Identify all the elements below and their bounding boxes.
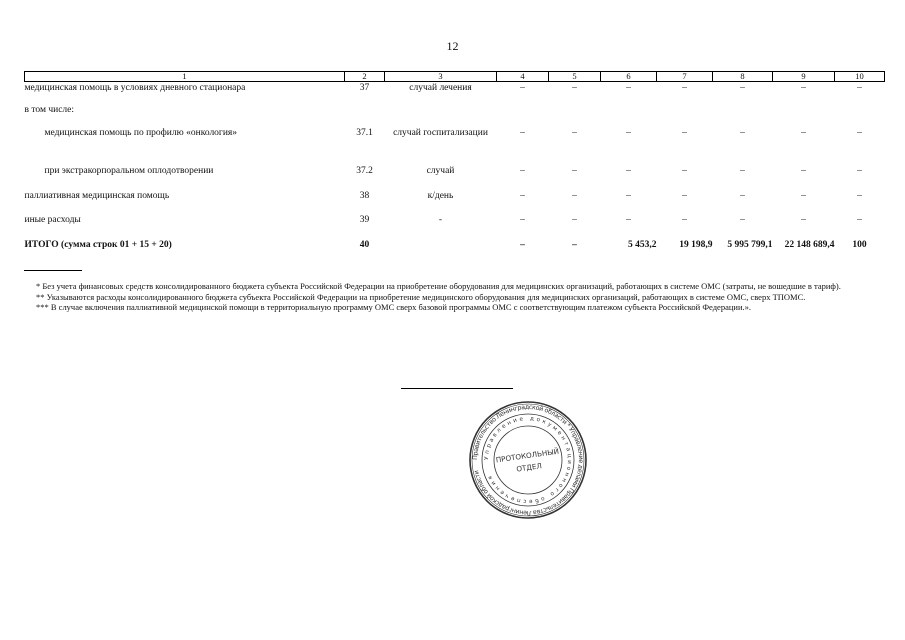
- row-name: ИТОГО (сумма строк 01 + 15 + 20): [24, 239, 172, 250]
- cell-col6: [601, 104, 657, 127]
- row-code: 37.1: [356, 127, 373, 138]
- cell-col10: –: [857, 83, 862, 93]
- cell-col8: –: [740, 165, 745, 176]
- footnote: ** Указываются расходы консолидированного бюджета субъекта Российской Федерации на приобретение медицинского оборудования для медицинских организаций, работающих в системе ОМС, сверх ТПОМС.: [36, 291, 806, 302]
- row-code: 40: [359, 239, 370, 250]
- cell-col7: –: [682, 127, 687, 138]
- cell-col8: –: [740, 127, 745, 138]
- row-name: медицинская помощь по профилю «онкология»: [44, 127, 238, 138]
- cell-col9: 22 148 689,4: [784, 239, 835, 250]
- column-header: 1: [25, 72, 345, 82]
- cell-col8: –: [740, 214, 745, 225]
- cell-col9: –: [801, 190, 806, 201]
- cell-col10: –: [857, 127, 862, 138]
- cell-col7: –: [682, 214, 687, 225]
- cell-col10: –: [857, 165, 862, 176]
- row-name: при экстракорпоральном оплодотворении: [44, 165, 214, 176]
- cell-col4: –: [520, 83, 525, 93]
- cell-col10: 100: [852, 239, 867, 250]
- page-number: 12: [446, 39, 459, 53]
- cell-col5: –: [572, 214, 577, 225]
- cell-col8: –: [740, 83, 745, 93]
- cell-col9: –: [801, 83, 806, 93]
- cell-col10: [835, 104, 885, 127]
- row-name: в том числе:: [24, 104, 75, 115]
- seal-outer-text: Правительство Ленинградской области * Управление делами Правительства Ленинградской области: [471, 403, 585, 517]
- financing-table: [24, 71, 885, 255]
- row-name: медицинская помощь в условиях дневного стационара: [24, 83, 246, 93]
- row-code: [345, 104, 385, 127]
- column-header: 4: [497, 72, 549, 82]
- cell-col4: –: [520, 127, 525, 138]
- row-code: 38: [359, 190, 370, 201]
- cell-col8: –: [740, 190, 745, 201]
- cell-col4: –: [520, 190, 525, 201]
- cell-col8: [713, 104, 773, 127]
- cell-col7: 19 198,9: [679, 239, 713, 250]
- cell-col4: –: [520, 239, 525, 250]
- cell-col7: [657, 104, 713, 127]
- row-unit: -: [438, 214, 443, 225]
- cell-col5: –: [572, 190, 577, 201]
- cell-col9: –: [801, 165, 806, 176]
- cell-col4: –: [520, 165, 525, 176]
- column-header: 5: [549, 72, 601, 82]
- cell-col8: 5 995 799,1: [727, 239, 773, 250]
- row-name: иные расходы: [24, 214, 81, 225]
- cell-col7: –: [682, 190, 687, 201]
- table-row: [25, 104, 885, 127]
- row-unit: к/день: [427, 190, 454, 201]
- seal-center-line1: ПРОТОКОЛЬНЫЙ: [495, 446, 560, 465]
- total-row: [25, 239, 885, 255]
- table-row: [25, 190, 885, 214]
- column-header: 8: [713, 72, 773, 82]
- column-header: 10: [835, 72, 885, 82]
- cell-col9: –: [801, 214, 806, 225]
- cell-col9: –: [801, 127, 806, 138]
- cell-col7: –: [682, 83, 687, 93]
- cell-col6: –: [626, 165, 631, 176]
- table-row: [25, 127, 885, 165]
- footnotes: [24, 281, 884, 313]
- table-row: [25, 82, 885, 104]
- cell-col10: –: [857, 214, 862, 225]
- row-unit: случай: [426, 165, 455, 176]
- cell-col5: –: [572, 239, 577, 250]
- column-header: 9: [773, 72, 835, 82]
- cell-col5: [549, 104, 601, 127]
- cell-col6: –: [626, 83, 631, 93]
- column-header: 6: [601, 72, 657, 82]
- row-unit: случай госпитализации: [393, 127, 488, 138]
- cell-col6: –: [626, 190, 631, 201]
- row-code: 37.2: [356, 165, 373, 176]
- cell-col4: [497, 104, 549, 127]
- cell-col6: –: [626, 214, 631, 225]
- cell-col5: –: [572, 83, 577, 93]
- column-header: 3: [385, 72, 497, 82]
- row-code: 37: [359, 83, 370, 93]
- cell-col4: –: [520, 214, 525, 225]
- seal-inner-text: Управление документационного обеспечения: [483, 415, 573, 505]
- cell-col7: –: [682, 165, 687, 176]
- cell-col6: –: [626, 127, 631, 138]
- row-name: паллиативная медицинская помощь: [24, 190, 170, 201]
- cell-col10: –: [857, 190, 862, 201]
- row-unit: [385, 104, 497, 127]
- cell-col9: [773, 104, 835, 127]
- footnote: *** В случае включения паллиативной медицинской помощи в территориальную программу ОМС сверх базовой программы ОМС с соответствующим платежом субъекта Российской Федерации.».: [36, 302, 751, 312]
- column-header: 2: [345, 72, 385, 82]
- row-unit: случай лечения: [409, 83, 472, 93]
- table-row: [25, 214, 885, 239]
- cell-col5: –: [572, 127, 577, 138]
- cell-col5: –: [572, 165, 577, 176]
- seal-center-line2: ОТДЕЛ: [515, 461, 543, 474]
- footnote-separator: [24, 270, 82, 271]
- signature-line: [401, 388, 513, 389]
- cell-col6: 5 453,2: [628, 239, 657, 250]
- row-code: 39: [359, 214, 370, 225]
- table-row: [25, 165, 885, 190]
- footnote: * Без учета финансовых средств консолидированного бюджета субъекта Российской Федерации на приобретение оборудования для медицинских организаций, работающих в системе ОМС (затраты, не вошедшие в тариф).: [36, 281, 841, 291]
- column-header: 7: [657, 72, 713, 82]
- column-numbers-row: [25, 72, 885, 82]
- official-seal: [468, 400, 588, 520]
- row-unit: [385, 239, 497, 255]
